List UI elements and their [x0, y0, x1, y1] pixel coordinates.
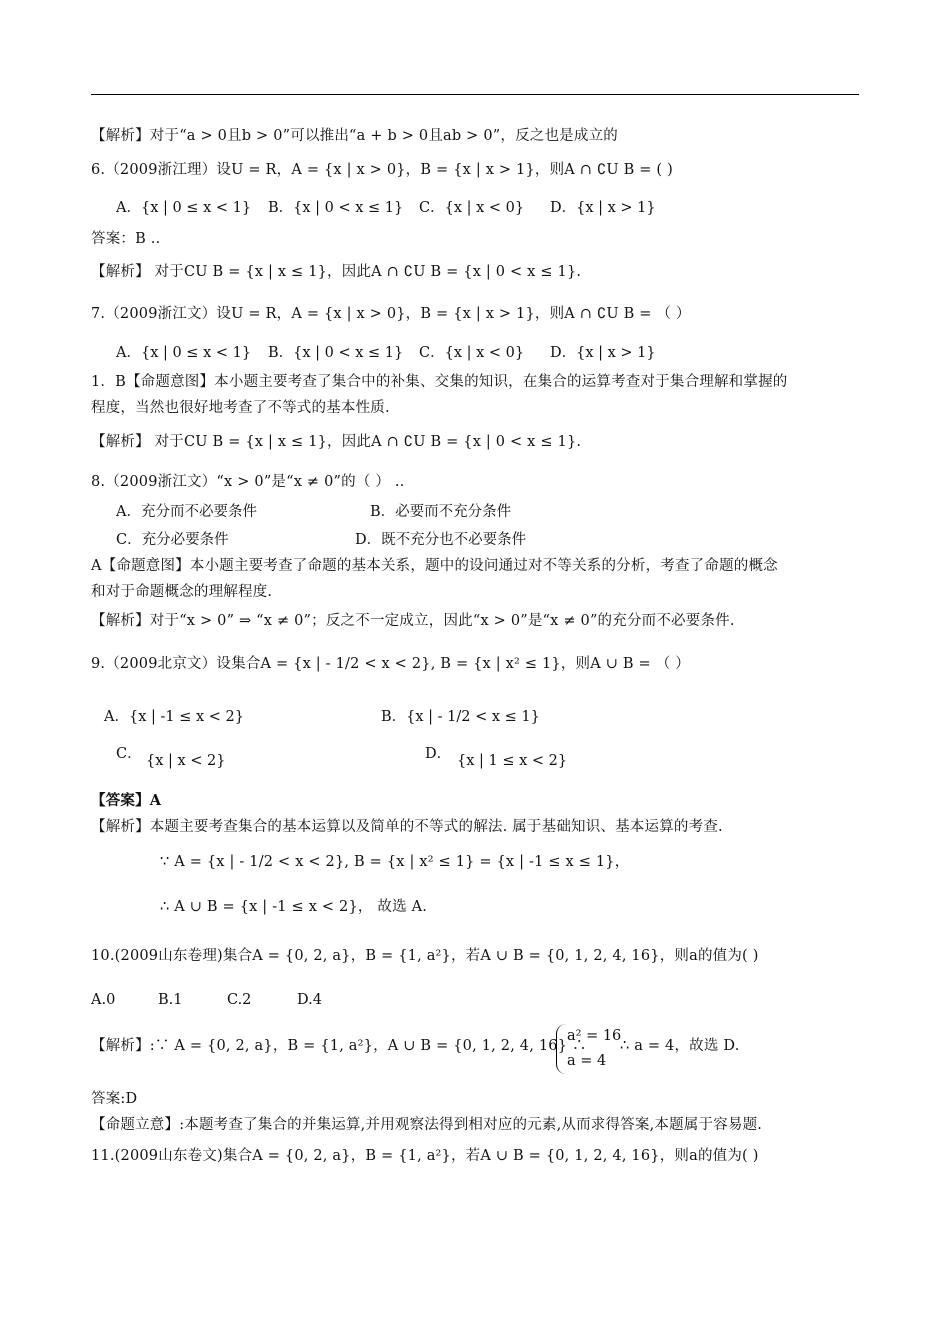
- q6-option-d: D．{x | x > 1}: [550, 200, 656, 216]
- q9-analysis-step1: ∵ A = {x | - 1/2 < x < 2}, B = {x | x² ≤ 1} = {x | -1 ≤ x ≤ 1}，: [160, 854, 630, 870]
- q8-analysis: 【解析】对于“x > 0” ⇒ “x ≠ 0”；反之不一定成立，因此“x > 0”是“x ≠ 0”的充分而不必要条件.: [91, 613, 735, 629]
- q7-option-a: A．{x | 0 ≤ x < 1}: [116, 345, 252, 361]
- q11-stem: 11.(2009山东卷文)集合A = {0, 2, a}，B = {1, a²}，若A ∪ B = {0, 1, 2, 4, 16}，则a的值为( ): [91, 1148, 759, 1164]
- q9-analysis-step2: ∴ A ∪ B = {x | -1 ≤ x < 2}， 故选 A.: [160, 899, 428, 915]
- q9-option-c-label: C．: [116, 746, 142, 762]
- q10-option-d: D.4: [297, 992, 322, 1008]
- q10-option-c: C.2: [227, 992, 252, 1008]
- q8-option-d: D．既不充分也不必要条件: [355, 532, 527, 548]
- q5-analysis: 【解析】对于“a > 0且b > 0”可以推出“a + b > 0且ab > 0”，反之也是成立的: [91, 128, 618, 144]
- header-rule: [91, 94, 859, 95]
- q8-option-c: C．充分必要条件: [116, 532, 229, 548]
- q10-intent: 【命题立意】:本题考查了集合的并集运算,并用观察法得到相对应的元素,从而求得答案,本题属于容易题.: [91, 1117, 763, 1133]
- q7-option-d: D．{x | x > 1}: [550, 345, 656, 361]
- q7-stem: 7.（2009浙江文）设U = R，A = {x | x > 0}，B = {x | x > 1}，则A ∩ ∁U B = （ ）: [91, 306, 691, 322]
- q10-option-b: B.1: [158, 992, 183, 1008]
- q6-analysis: 【解析】 对于CU B = {x | x ≤ 1}，因此A ∩ ∁U B = {x | 0 < x ≤ 1}.: [91, 264, 582, 280]
- q8-stem: 8.（2009浙江文）“x > 0”是“x ≠ 0”的（ ） ..: [91, 474, 405, 490]
- q10-equation-2: a = 4: [567, 1053, 607, 1069]
- q9-analysis: 【解析】本题主要考查集合的基本运算以及简单的不等式的解法. 属于基础知识、基本运算的考查.: [91, 819, 723, 835]
- q9-answer: 【答案】A: [91, 792, 162, 809]
- q10-analysis: 【解析】:∵ A = {0, 2, a}，B = {1, a²}，A ∪ B = {0, 1, 2, 4, 16} ∴: [91, 1038, 587, 1054]
- q8-intent-line1: A【命题意图】本小题主要考查了命题的基本关系，题中的设问通过对不等关系的分析，考查了命题的概念: [91, 558, 778, 574]
- q10-analysis-conclusion: ∴ a = 4，故选 D.: [620, 1038, 740, 1054]
- q9-option-a: A．{x | -1 ≤ x < 2}: [104, 709, 244, 725]
- q10-option-a: A.0: [91, 992, 116, 1008]
- q9-option-b: B．{x | - 1/2 < x ≤ 1}: [381, 709, 540, 725]
- q7-option-c: C．{x | x < 0}: [419, 345, 525, 361]
- q6-answer: 答案：B ..: [91, 231, 161, 247]
- q6-option-a: A．{x | 0 ≤ x < 1}: [116, 200, 252, 216]
- q10-equation-system: [556, 1024, 621, 1074]
- q10-answer: 答案:D: [91, 1091, 138, 1107]
- q9-option-c-value: {x | x < 2}: [146, 753, 226, 769]
- q6-option-c: C．{x | x < 0}: [419, 200, 525, 216]
- q10-stem: 10.(2009山东卷理)集合A = {0, 2, a}，B = {1, a²}，若A ∪ B = {0, 1, 2, 4, 16}，则a的值为( ): [91, 948, 759, 964]
- q9-option-d-label: D．: [425, 746, 452, 762]
- q7-analysis: 【解析】 对于CU B = {x | x ≤ 1}，因此A ∩ ∁U B = {x | 0 < x ≤ 1}.: [91, 434, 582, 450]
- q7-intent-line1: 1．B【命题意图】本小题主要考查了集合中的补集、交集的知识，在集合的运算考查对于集合理解和掌握的: [91, 374, 788, 390]
- q9-option-d-value: {x | 1 ≤ x < 2}: [457, 753, 568, 769]
- q6-option-b: B．{x | 0 < x ≤ 1}: [268, 200, 404, 216]
- q8-option-b: B．必要而不充分条件: [370, 504, 512, 520]
- q8-option-a: A．充分而不必要条件: [116, 504, 257, 520]
- q10-equation-1: a² = 16: [567, 1028, 622, 1044]
- q7-intent-line2: 程度，当然也很好地考查了不等式的基本性质.: [91, 400, 390, 416]
- q8-intent-line2: 和对于命题概念的理解程度.: [91, 584, 273, 600]
- q7-option-b: B．{x | 0 < x ≤ 1}: [268, 345, 404, 361]
- q6-stem: 6.（2009浙江理）设U = R，A = {x | x > 0}，B = {x | x > 1}，则A ∩ ∁U B = ( ): [91, 162, 673, 178]
- q9-stem: 9.（2009北京文）设集合A = {x | - 1/2 < x < 2}, B = {x | x² ≤ 1}，则A ∪ B = （ ）: [91, 656, 690, 672]
